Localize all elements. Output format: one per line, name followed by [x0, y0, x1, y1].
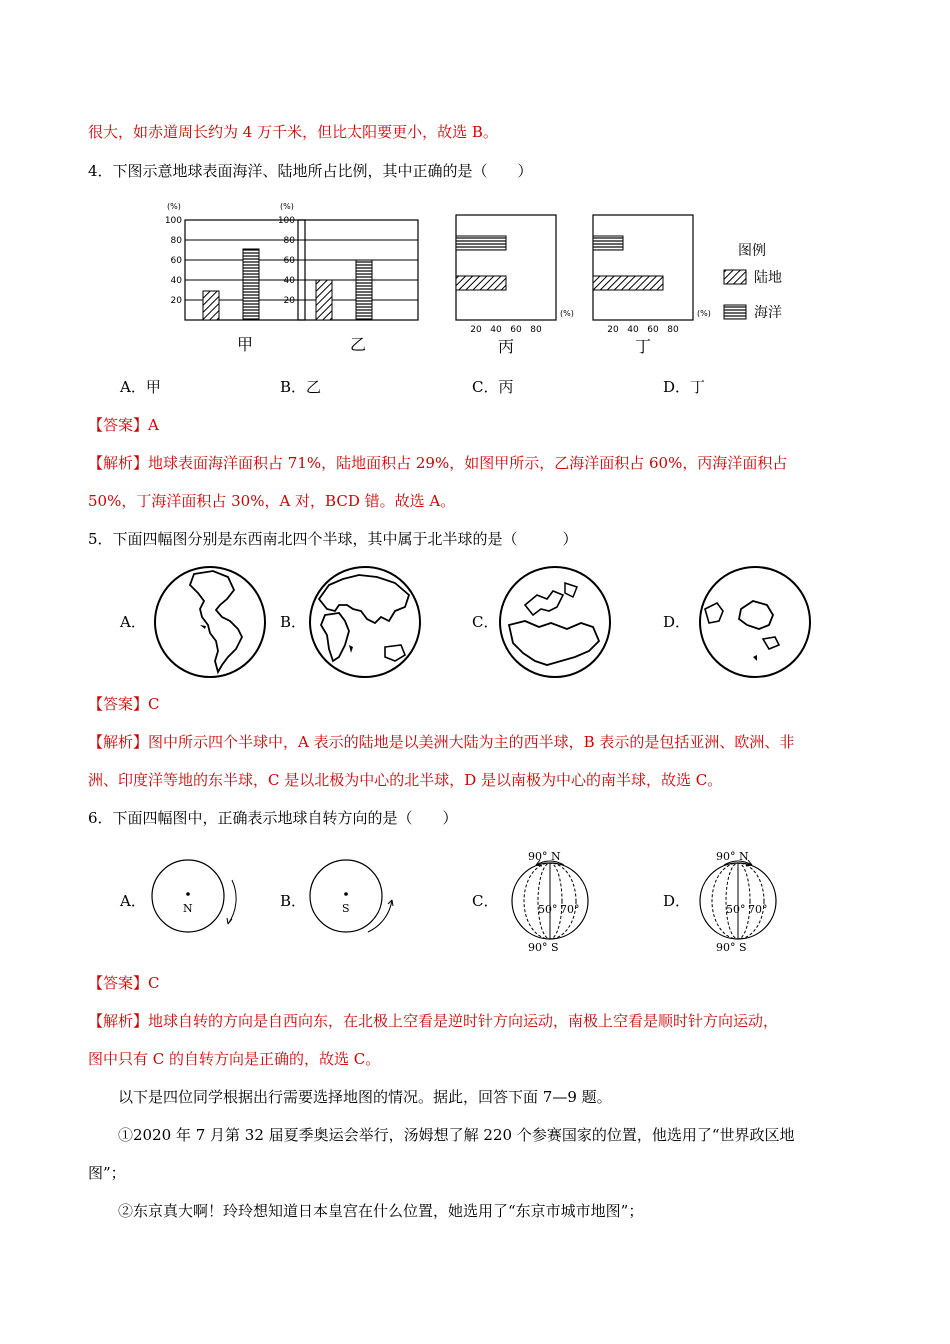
- passage-item-1b: 图”；: [88, 1164, 126, 1182]
- pole-s-label: S: [342, 902, 350, 915]
- q6-label-c[interactable]: C．: [472, 892, 499, 910]
- chart-title: 甲: [236, 335, 254, 354]
- q4-option-a[interactable]: A．甲: [120, 378, 161, 396]
- legend-ocean-label: 海洋: [754, 305, 782, 321]
- plot-frame: [456, 215, 556, 320]
- chart-ding: [593, 215, 711, 356]
- tick-label: 100: [164, 216, 182, 226]
- legend-ocean-swatch: [724, 305, 746, 319]
- rotation-arrow-icon: [228, 880, 236, 924]
- q4-option-c[interactable]: C．丙: [472, 378, 514, 396]
- chart-yi: [278, 202, 418, 354]
- lon-b-label: 70°: [560, 903, 580, 916]
- northern-hemisphere-globe: [495, 565, 615, 680]
- lat-n-label: 90° N: [716, 850, 749, 863]
- q5-stem: 5．下面四幅图分别是东西南北四个半球，其中属于北半球的是（ ）: [88, 530, 578, 548]
- lon-b-label: 70°: [748, 903, 768, 916]
- q4-explanation-line-1: 【解析】地球表面海洋面积占 71%，陆地面积占 29%，如图甲所示，乙海洋面积占 60%，丙海洋面积占: [88, 454, 788, 472]
- tick-label: 20: [607, 325, 619, 335]
- q6-label-b[interactable]: B．: [280, 892, 307, 910]
- rotation-arrow-icon: [368, 900, 392, 932]
- q4-stem: 4．下图示意地球表面海洋、陆地所占比例，其中正确的是（ ）: [88, 162, 533, 180]
- western-hemisphere-globe: [150, 565, 270, 680]
- chart-title: 丙: [497, 337, 515, 356]
- q4-option-b[interactable]: B．乙: [280, 378, 322, 396]
- tick-label: 60: [647, 325, 659, 335]
- axis-unit: (%): [167, 202, 181, 211]
- lon-a-label: 50°: [726, 903, 746, 916]
- q5-label-a[interactable]: A．: [120, 613, 146, 631]
- q5-label-d[interactable]: D．: [663, 613, 691, 631]
- tick-label: 60: [283, 256, 295, 266]
- q4-option-d[interactable]: D．丁: [663, 378, 706, 396]
- tick-label: 40: [627, 325, 639, 335]
- lon-a-label: 50°: [538, 903, 558, 916]
- q6-explanation-line-1: 【解析】地球自转的方向是自西向东，在北极上空看是逆时针方向运动，南极上空看是顺时针方向运动，: [88, 1012, 779, 1030]
- plot-frame: [593, 215, 693, 320]
- bar-land: [203, 291, 219, 320]
- q5-explanation-line-1: 【解析】图中所示四个半球中，A 表示的陆地是以美洲大陆为主的西半球，B 表示的是包括亚洲、欧洲、非: [88, 733, 795, 751]
- q5-answer: 【答案】C: [88, 695, 160, 713]
- axis-unit: (%): [280, 202, 294, 211]
- tick-label: 80: [283, 236, 295, 246]
- tick-label: 100: [277, 216, 295, 226]
- q6-label-a[interactable]: A．: [120, 892, 146, 910]
- lat-s-label: 90° S: [716, 941, 747, 954]
- axis-unit: (%): [560, 309, 574, 318]
- rotation-side-view-d: [694, 845, 794, 957]
- bar-ocean: [356, 260, 372, 320]
- tick-label: 60: [510, 325, 522, 335]
- axis-unit: (%): [697, 309, 711, 318]
- legend-land-swatch: [724, 270, 746, 284]
- bar-ocean: [456, 236, 506, 250]
- rotation-side-view-c: [500, 845, 600, 957]
- legend-land-label: 陆地: [754, 270, 782, 286]
- lat-s-label: 90° S: [528, 941, 559, 954]
- passage-item-1a: ①2020 年 7 月第 32 届夏季奥运会举行，汤姆想了解 220 个参赛国家的位置，他选用了“世界政区地: [118, 1126, 795, 1144]
- tick-label: 20: [170, 296, 182, 306]
- chart-bing: [456, 215, 574, 356]
- southern-hemisphere-globe: [695, 565, 815, 680]
- tick-label: 20: [283, 296, 295, 306]
- q4-explanation-line-2: 50%，丁海洋面积占 30%，A 对，BCD 错。故选 A。: [88, 492, 456, 510]
- passage-item-2: ②东京真大啊！玲玲想知道日本皇宫在什么位置，她选用了“东京市城市地图”；: [118, 1202, 644, 1220]
- eastern-hemisphere-globe: [305, 565, 425, 680]
- rotation-north-pole-view: [148, 858, 248, 938]
- prev-explanation-tail: 很大，如赤道周长约为 4 万千米，但比太阳要更小，故选 B。: [88, 123, 498, 141]
- tick-label: 40: [283, 276, 295, 286]
- pole-n-label: N: [183, 902, 193, 915]
- q5-label-b[interactable]: B．: [280, 613, 307, 631]
- chart-legend: [724, 243, 782, 321]
- chart-title: 丁: [634, 337, 652, 356]
- q4-answer: 【答案】A: [88, 416, 159, 434]
- tick-label: 80: [170, 236, 182, 246]
- rotation-south-pole-view: [306, 858, 406, 938]
- q6-explanation-line-2: 图中只有 C 的自转方向是正确的，故选 C。: [88, 1050, 381, 1068]
- legend-title: 图例: [738, 243, 766, 259]
- q4-figure: [150, 195, 810, 360]
- bar-land: [593, 276, 663, 290]
- bar-land: [316, 280, 332, 320]
- tick-label: 80: [667, 325, 679, 335]
- tick-label: 60: [170, 256, 182, 266]
- tick-label: 20: [470, 325, 482, 335]
- q5-label-c[interactable]: C．: [472, 613, 499, 631]
- q6-label-d[interactable]: D．: [663, 892, 691, 910]
- bar-ocean: [593, 236, 623, 250]
- bar-land: [456, 276, 506, 290]
- passage-intro: 以下是四位同学根据出行需要选择地图的情况。据此，回答下面 7—9 题。: [118, 1088, 612, 1106]
- q6-stem: 6．下面四幅图中，正确表示地球自转方向的是（ ）: [88, 809, 458, 827]
- bar-ocean: [243, 249, 259, 320]
- tick-label: 40: [490, 325, 502, 335]
- tick-label: 80: [530, 325, 542, 335]
- q6-answer: 【答案】C: [88, 974, 160, 992]
- lat-n-label: 90° N: [528, 850, 561, 863]
- chart-title: 乙: [349, 335, 367, 354]
- tick-label: 40: [170, 276, 182, 286]
- q5-explanation-line-2: 洲、印度洋等地的东半球，C 是以北极为中心的北半球，D 是以南极为中心的南半球，故选 C。: [88, 771, 723, 789]
